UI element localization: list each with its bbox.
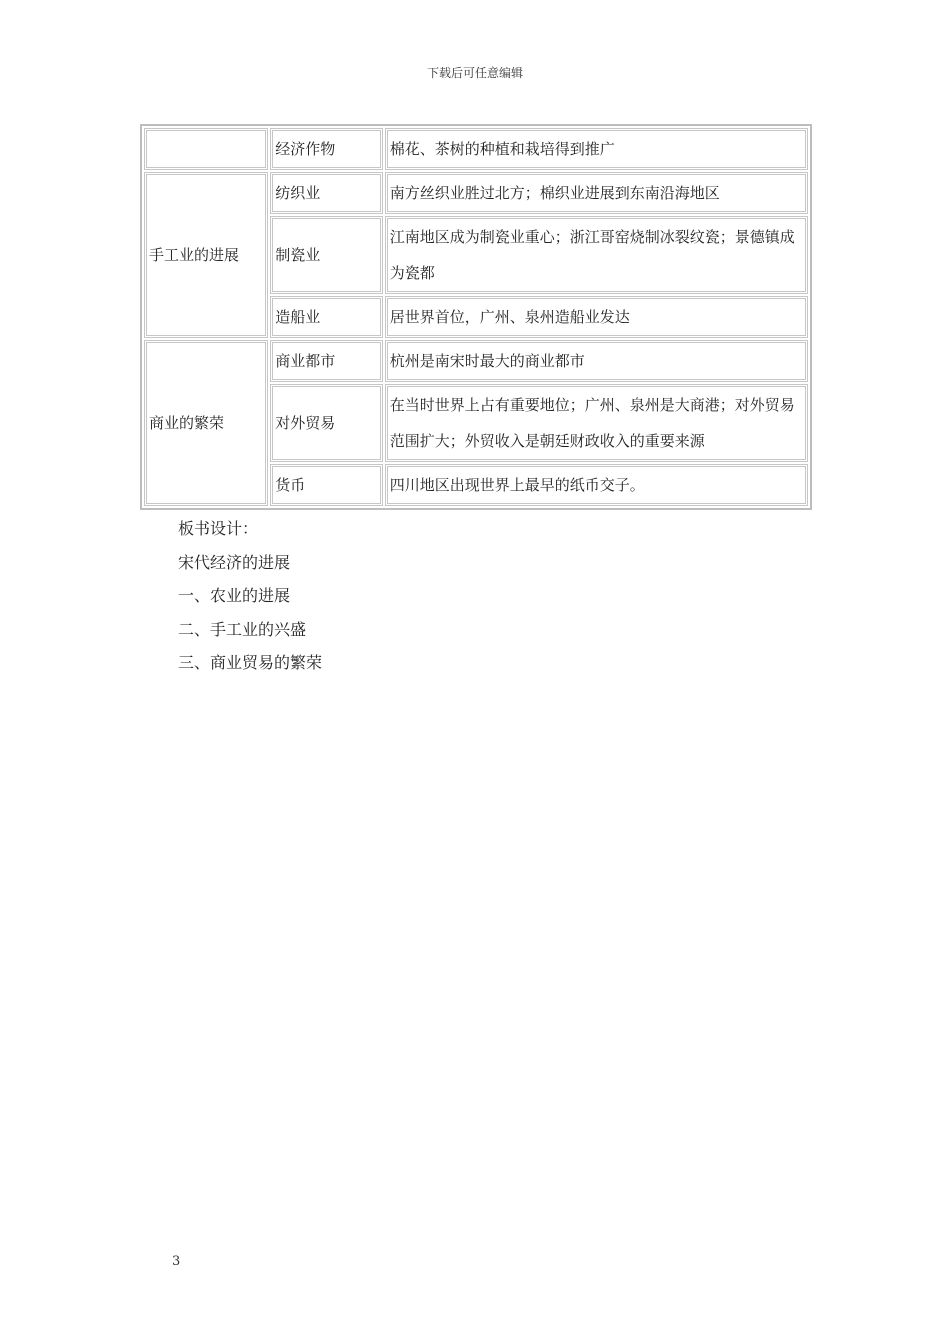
notes-item: 三、商业贸易的繁荣 (178, 653, 323, 672)
table-cell-category: 手工业的进展 (144, 172, 268, 338)
table-cell-item: 造船业 (270, 296, 382, 338)
table-cell-desc: 南方丝织业胜过北方；棉织业进展到东南沿海地区 (385, 172, 808, 214)
table-cell-desc: 四川地区出现世界上最早的纸币交子。 (385, 464, 808, 506)
table-cell-desc: 江南地区成为制瓷业重心；浙江哥窑烧制冰裂纹瓷；景德镇成为瓷都 (385, 216, 808, 294)
notes-title: 板书设计： (178, 519, 259, 538)
notes-item: 一、农业的进展 (178, 586, 291, 605)
table-cell-item: 制瓷业 (270, 216, 382, 294)
page-number: 3 (172, 1254, 181, 1269)
economy-table (140, 124, 812, 510)
table-cell-desc: 棉花、茶树的种植和栽培得到推广 (385, 128, 808, 170)
table-cell-desc: 居世界首位，广州、泉州造船业发达 (385, 296, 808, 338)
table-row (144, 172, 808, 214)
table-cell-desc: 杭州是南宋时最大的商业都市 (385, 340, 808, 382)
notes-item: 二、手工业的兴盛 (178, 619, 307, 639)
table-cell-item: 商业都市 (270, 340, 382, 382)
page-header: 下载后可任意编辑 (426, 66, 523, 80)
table-row (144, 128, 808, 170)
notes-subtitle: 宋代经济的进展 (178, 552, 291, 572)
board-design-notes (178, 512, 322, 680)
table-cell-item: 经济作物 (270, 128, 382, 170)
table-cell-desc: 在当时世界上占有重要地位；广州、泉州是大商港；对外贸易范围扩大；外贸收入是朝廷财政收入的重要来源 (385, 384, 808, 462)
table-cell-item: 对外贸易 (270, 384, 382, 462)
table-cell-category: 商业的繁荣 (144, 340, 268, 506)
table-cell-category (144, 128, 268, 170)
table-cell-item: 货币 (270, 464, 382, 506)
table-cell-item: 纺织业 (270, 172, 382, 214)
table-row (144, 340, 808, 382)
